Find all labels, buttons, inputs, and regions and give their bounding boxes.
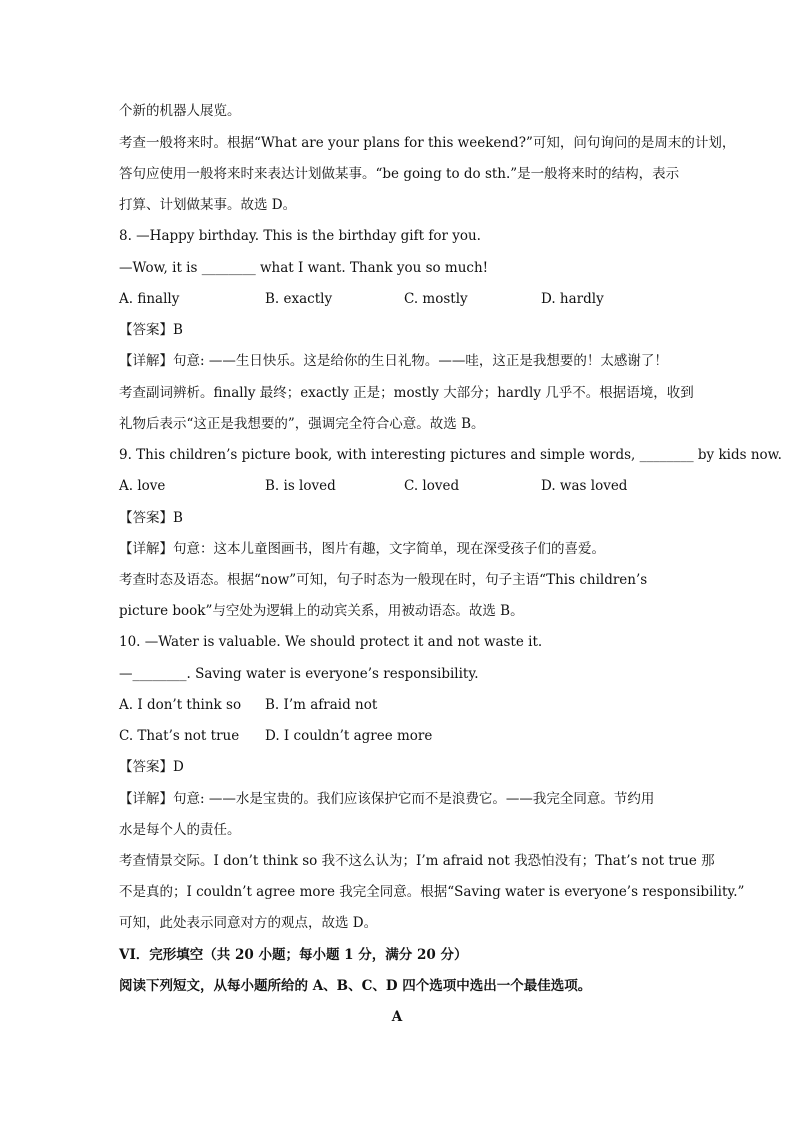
explanation-line: 【详解】句意：这本儿童图画书，图片有趣，文字简单，现在深受孩子们的喜爱。 [119, 541, 605, 557]
q10-option-b: B. I’m afraid not [265, 697, 378, 713]
text-line: 答句应使用一般将来时来表达计划做某事。“be going to do sth.”是一般将来时的结构，表示 [119, 166, 680, 182]
question-10-prompt: 10. —Water is valuable. We should protect it and not waste it. [119, 634, 543, 650]
explanation-line: 水是每个人的责任。 [119, 822, 241, 838]
explanation-line: 【详解】句意: ——水是宝贵的。我们应该保护它而不是浪费它。——我完全同意。节约用 [119, 791, 655, 807]
explanation-line: 【详解】句意: ——生日快乐。这是给你的生日礼物。——哇，这正是我想要的！太感谢了！ [119, 353, 668, 369]
text-line: 个新的机器人展览。 [119, 103, 241, 119]
explanation-line: picture book”与空处为逻辑上的动宾关系，用被动语态。故选 B。 [119, 603, 524, 619]
explanation-line: 可知，此处表示同意对方的观点，故选 D。 [119, 915, 378, 931]
q10-option-c: C. That’s not true [119, 728, 240, 744]
section-instructions: 阅读下列短文，从每小题所给的 A、B、C、D 四个选项中选出一个最佳选项。 [119, 978, 592, 994]
explanation-line: 不是真的；I couldn’t agree more 我完全同意。根据“Saving water is everyone’s responsibility.” [119, 884, 745, 900]
q8-option-a: A. finally [119, 291, 180, 307]
answer-label: 【答案】B [119, 510, 183, 526]
q8-option-d: D. hardly [541, 291, 604, 307]
explanation-line: 礼物后表示“这正是我想要的”，强调完全符合心意。故选 B。 [119, 416, 485, 432]
q8-option-b: B. exactly [265, 291, 333, 307]
question-8-prompt: 8. —Happy birthday. This is the birthday gift for you. [119, 228, 481, 244]
explanation-line: 考查副词辨析。finally 最终；exactly 正是；mostly 大部分；hardly 几乎不。根据语境，收到 [119, 385, 694, 401]
explanation-line: 考查时态及语态。根据“now”可知，句子时态为一般现在时，句子主语“This children’s [119, 572, 648, 588]
q8-option-c: C. mostly [404, 291, 468, 307]
q9-option-b: B. is loved [265, 478, 336, 494]
q9-option-d: D. was loved [541, 478, 628, 494]
question-10-reply: —________. Saving water is everyone’s responsibility. [119, 666, 479, 682]
question-8-reply: —Wow, it is ________ what I want. Thank you so much! [119, 260, 489, 276]
section-heading: VI．完形填空（共 20 小题；每小题 1 分，满分 20 分） [119, 947, 468, 963]
q10-option-a: A. I don’t think so [119, 697, 242, 713]
q9-option-c: C. loved [404, 478, 460, 494]
answer-label: 【答案】D [119, 759, 184, 775]
question-9-prompt: 9. This children’s picture book, with interesting pictures and simple words, ________ by kids now. [119, 447, 782, 463]
explanation-line: 考查情景交际。I don’t think so 我不这么认为；I’m afraid not 我恐怕没有；That’s not true 那 [119, 853, 715, 869]
passage-label: A [391, 1009, 403, 1025]
q10-option-d: D. I couldn’t agree more [265, 728, 433, 744]
text-line: 考查一般将来时。根据“What are your plans for this weekend?”可知，问句询问的是周末的计划， [119, 135, 736, 151]
q9-option-a: A. love [119, 478, 166, 494]
answer-label: 【答案】B [119, 322, 183, 338]
text-line: 打算、计划做某事。故选 D。 [119, 197, 297, 213]
